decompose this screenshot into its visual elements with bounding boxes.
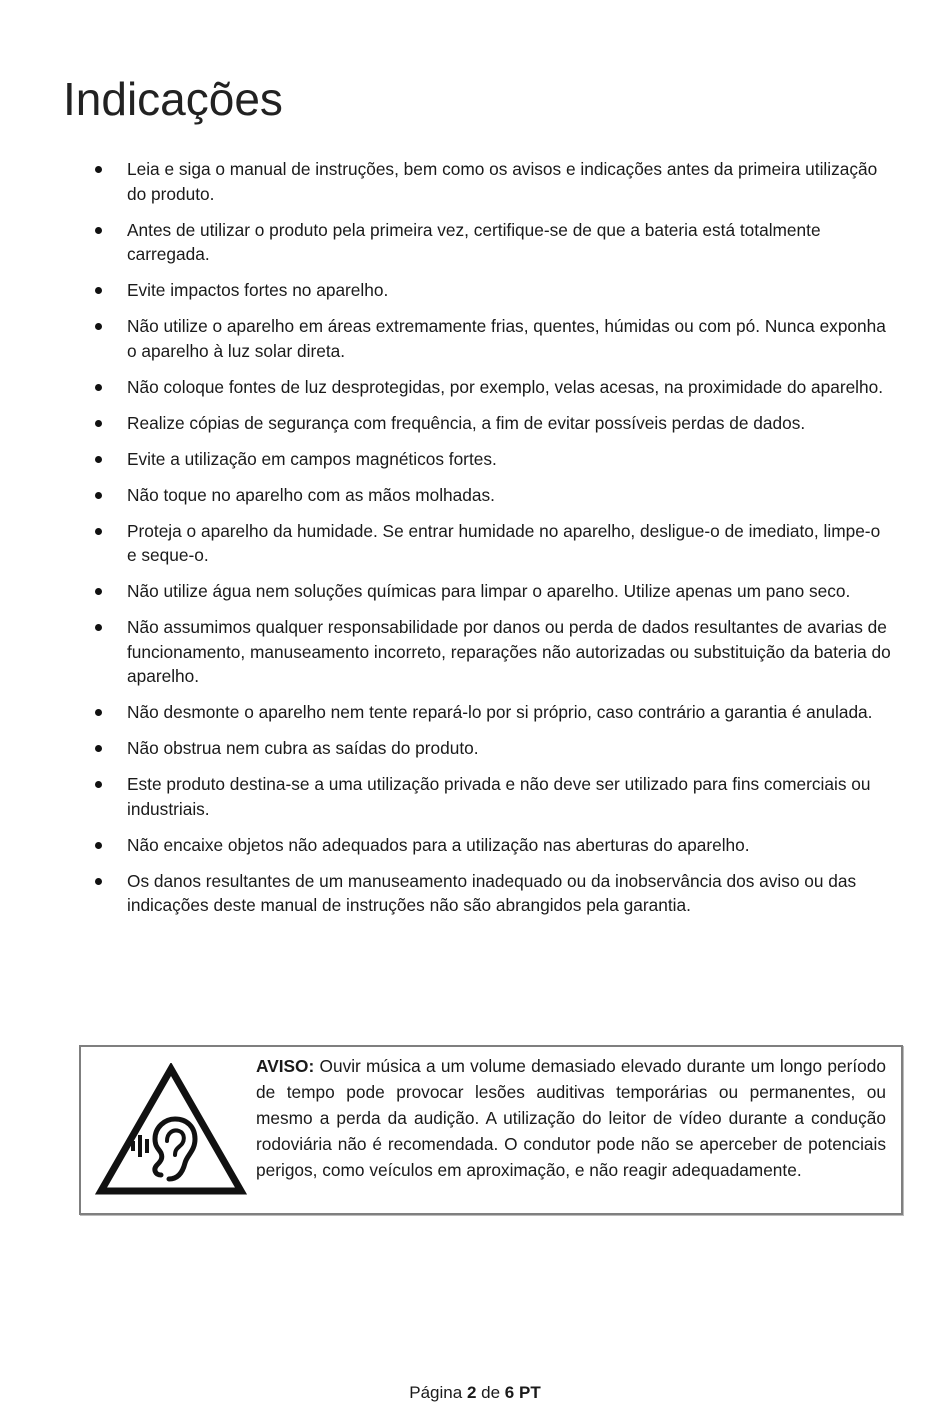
list-item-text: Não toque no aparelho com as mãos molhadas. [127, 484, 495, 505]
bullet-icon [95, 842, 102, 849]
bullet-icon [95, 492, 102, 499]
footer-page-number: 2 [466, 1383, 477, 1402]
list-item [91, 278, 891, 303]
list-item [91, 869, 891, 918]
bullet-icon [95, 588, 102, 595]
bullet-icon [95, 528, 102, 535]
warning-body: Ouvir música a um volume demasiado elevado durante um longo período de tempo pode provocar lesões auditivas temporárias ou permanentes, ou mesmo a perda da audição. A utilização do leitor de vídeo durante a condução rodoviária não é recomendada. O condutor pode não se aperceber de potenciais perigos, como veículos em aproximação, e não reagir adequadamente. [256, 1056, 886, 1180]
list-item-text: Evite a utilização em campos magnéticos fortes. [127, 448, 497, 469]
instructions-list [91, 157, 891, 929]
warning-label: AVISO: [256, 1056, 315, 1076]
list-item [91, 157, 891, 206]
bullet-icon [95, 624, 102, 631]
list-item [91, 375, 891, 400]
bullet-icon [95, 878, 102, 885]
list-item [91, 833, 891, 858]
bullet-icon [95, 745, 102, 752]
page-title: Indicações [63, 73, 283, 125]
bullet-icon [95, 420, 102, 427]
bullet-icon [95, 781, 102, 788]
bullet-icon [95, 227, 102, 234]
bullet-icon [95, 709, 102, 716]
list-item-text: Os danos resultantes de um manuseamento inadequado ou da inobservância dos aviso ou das indicações deste manual de instruções não são abrangidos pela garantia. [127, 870, 857, 915]
list-item [91, 615, 891, 689]
page-footer [0, 1383, 950, 1403]
list-item-text: Não encaixe objetos não adequados para a utilização nas aberturas do aparelho. [127, 834, 750, 855]
bullet-icon [95, 384, 102, 391]
footer-total-pages: 6 [504, 1383, 515, 1402]
list-item [91, 447, 891, 472]
list-item [91, 483, 891, 508]
list-item-text: Não obstrua nem cubra as saídas do produto. [127, 738, 479, 758]
list-item [91, 519, 891, 568]
bullet-icon [95, 287, 102, 294]
list-item [91, 411, 891, 436]
list-item [91, 579, 891, 604]
list-item-text: Antes de utilizar o produto pela primeira vez, certifique-se de que a bateria está totalmente carregada. [127, 219, 821, 264]
list-item-text: Leia e siga o manual de instruções, bem como os avisos e indicações antes da primeira utilização do produto. [127, 159, 878, 204]
list-item [91, 736, 891, 761]
bullet-icon [95, 456, 102, 463]
warning-box [79, 1045, 903, 1215]
list-item-text: Realize cópias de segurança com frequência, a fim de evitar possíveis perdas de dados. [127, 412, 806, 433]
list-item [91, 700, 891, 725]
footer-language: PT [519, 1383, 541, 1402]
warning-text [256, 1053, 886, 1183]
list-item [91, 314, 891, 363]
list-item-text: Não assumimos qualquer responsabilidade por danos ou perda de dados resultantes de avarias de funcionamento, manuseamento incorreto, reparações não autorizadas ou substituição da bateria do aparelho. [127, 617, 891, 686]
list-item-text: Proteja o aparelho da humidade. Se entrar humidade no aparelho, desligue-o de imediato, limpe-o e seque-o. [127, 520, 881, 565]
list-item [91, 772, 891, 821]
footer-middle: de [481, 1383, 501, 1402]
list-item-text: Este produto destina-se a uma utilização privada e não deve ser utilizado para fins comerciais ou industriais. [127, 774, 871, 819]
list-item-text: Não utilize água nem soluções químicas para limpar o aparelho. Utilize apenas um pano seco. [127, 581, 851, 601]
footer-prefix: Página [409, 1383, 463, 1402]
bullet-icon [95, 323, 102, 330]
list-item-text: Não desmonte o aparelho nem tente repará-lo por si próprio, caso contrário a garantia é anulada. [127, 702, 873, 722]
list-item-text: Evite impactos fortes no aparelho. [127, 280, 389, 300]
list-item-text: Não utilize o aparelho em áreas extremamente frias, quentes, húmidas ou com pó. Nunca exponha o aparelho à luz solar direta. [127, 316, 886, 361]
bullet-icon [95, 166, 102, 173]
list-item-text: Não coloque fontes de luz desprotegidas, por exemplo, velas acesas, na proximidade do aparelho. [127, 376, 884, 397]
hearing-warning-icon [95, 1063, 247, 1197]
list-item [91, 218, 891, 267]
